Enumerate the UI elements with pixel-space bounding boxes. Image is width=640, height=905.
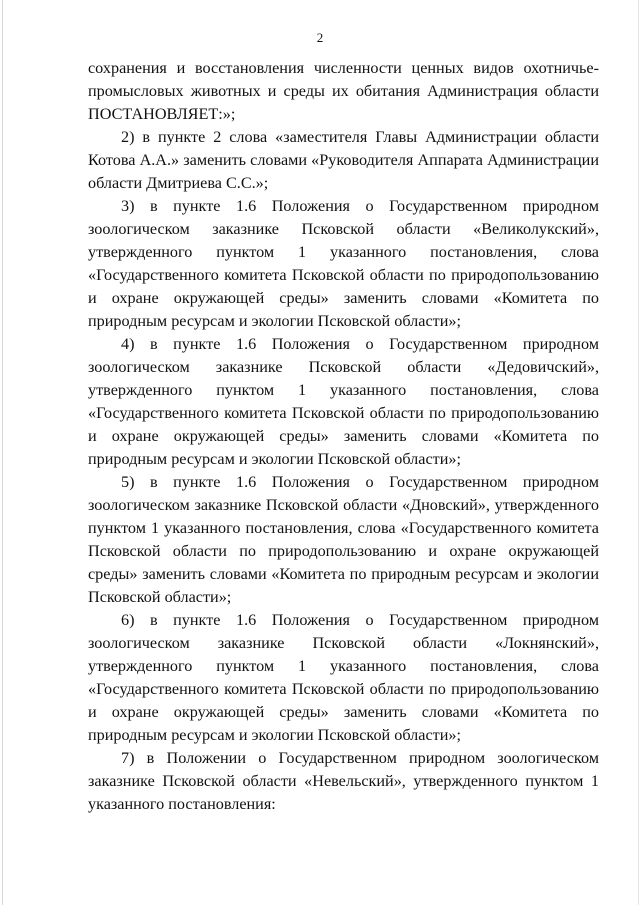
p2-line-3: области Дмитриева С.С.»;	[88, 174, 269, 192]
p6-line-4: «Государственного комитета Псковской области по природопользованию	[88, 680, 599, 698]
p6-line-6: природным ресурсам и экологии Псковской области»;	[88, 726, 461, 744]
p3-line-1: 3) в пункте 1.6 Положения о Государственном природном	[121, 197, 599, 215]
p6-line-5: и охране окружающей среды» заменить словами «Комитета по	[88, 703, 599, 721]
p7-line-2: заказнике Псковской области «Невельский», утвержденного пунктом 1	[88, 772, 599, 790]
p6-line-3: утвержденного пунктом 1 указанного постановления, слова	[88, 657, 599, 675]
page-number: 2	[316, 30, 324, 45]
p5-line-6: Псковской области»;	[88, 588, 232, 606]
p2-line-2: Котова А.А.» заменить словами «Руководителя Аппарата Администрации	[88, 151, 599, 169]
p3-line-6: природным ресурсам и экологии Псковской области»;	[88, 312, 461, 330]
scan-edge-right	[638, 0, 639, 905]
p5-line-3: пунктом 1 указанного постановления, слова «Государственного комитета	[88, 519, 599, 537]
p4-line-3: утвержденного пунктом 1 указанного постановления, слова	[88, 381, 599, 399]
p4-line-5: и охране окружающей среды» заменить словами «Комитета по	[88, 427, 599, 445]
p4-line-4: «Государственного комитета Псковской области по природопользованию	[88, 404, 599, 422]
p7-line-1: 7) в Положении о Государственном природном зоологическом	[121, 749, 599, 767]
p6-line-2: зоологическом заказнике Псковской области «Локнянский»,	[88, 634, 599, 652]
p3-line-5: и охране окружающей среды» заменить словами «Комитета по	[88, 289, 599, 307]
p4-line-6: природным ресурсам и экологии Псковской области»;	[88, 450, 461, 468]
p7-line-3: указанного постановления:	[88, 795, 276, 813]
p1-line-1: сохранения и восстановления численности ценных видов охотничье-	[88, 59, 599, 77]
p4-line-2: зоологическом заказнике Псковской области «Дедовичский»,	[88, 358, 599, 376]
p5-line-1: 5) в пункте 1.6 Положения о Государственном природном	[121, 473, 599, 491]
p5-line-5: среды» заменить словами «Комитета по природным ресурсам и экологии	[88, 565, 599, 583]
p6-line-1: 6) в пункте 1.6 Положения о Государственном природном	[121, 611, 599, 629]
p5-line-2: зоологическом заказнике Псковской области «Дновский», утвержденного	[88, 496, 599, 514]
p2-line-1: 2) в пункте 2 слова «заместителя Главы Администрации области	[121, 128, 599, 146]
scan-edge-left	[2, 0, 3, 905]
p3-line-2: зоологическом заказнике Псковской области «Великолукский»,	[88, 220, 599, 238]
p3-line-4: «Государственного комитета Псковской области по природопользованию	[88, 266, 599, 284]
p1-line-2: промысловых животных и среды их обитания Администрация области	[88, 82, 599, 100]
p3-line-3: утвержденного пунктом 1 указанного постановления, слова	[88, 243, 599, 261]
p5-line-4: Псковской области по природопользованию и охране окружающей	[88, 542, 599, 560]
p4-line-1: 4) в пункте 1.6 Положения о Государственном природном	[121, 335, 599, 353]
p1-line-3: ПОСТАНОВЛЯЕТ:»;	[88, 105, 236, 123]
